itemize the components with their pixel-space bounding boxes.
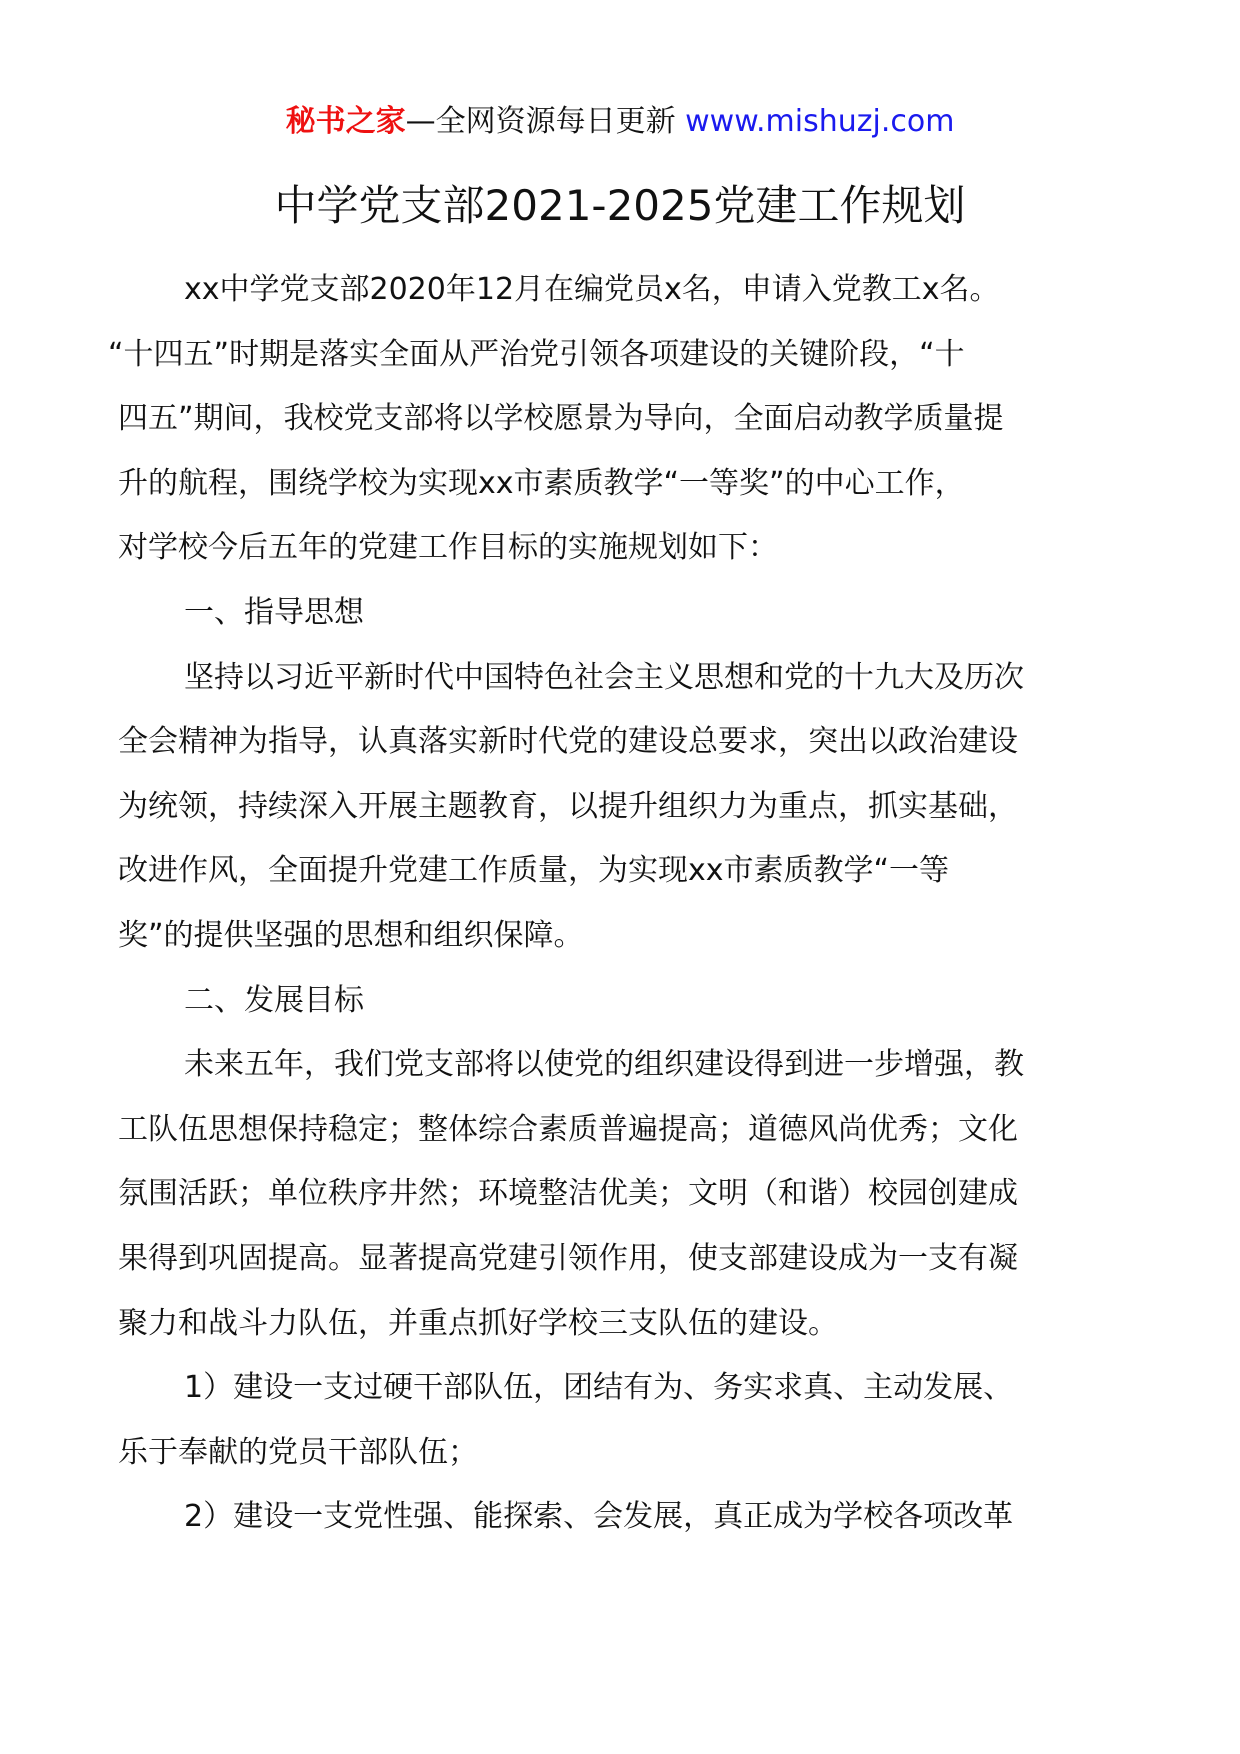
paragraph-line: 全会精神为指导，认真落实新时代党的建设总要求，突出以政治建设 xyxy=(118,724,1018,760)
paragraph-line: 乐于奉献的党员干部队伍； xyxy=(118,1434,478,1470)
document-body xyxy=(108,258,1130,1550)
paragraph-line: 未来五年，我们党支部将以使党的组织建设得到进一步增强，教 xyxy=(184,1047,1024,1083)
section-heading: 一、指导思想 xyxy=(184,594,364,630)
section-heading: 二、发展目标 xyxy=(184,982,364,1018)
paragraph-line: 四五”期间，我校党支部将以学校愿景为导向，全面启动教学质量提 xyxy=(118,401,1004,437)
document-title: 中学党支部2021-2025党建工作规划 xyxy=(274,181,966,230)
paragraph-line: 坚持以习近平新时代中国特色社会主义思想和党的十九大及历次 xyxy=(184,659,1024,695)
paragraph-line: 奖”的提供坚强的思想和组织保障。 xyxy=(118,917,584,953)
paragraph-line: 对学校今后五年的党建工作目标的实施规划如下： xyxy=(118,530,778,566)
site-banner xyxy=(0,100,1240,144)
paragraph-line: 聚力和战斗力队伍，并重点抓好学校三支队伍的建设。 xyxy=(118,1305,838,1341)
list-item: 1）建设一支过硬干部队伍，团结有为、务实求真、主动发展、 xyxy=(184,1370,1014,1406)
paragraph-line: 果得到巩固提高。显著提高党建引领作用，使支部建设成为一支有凝 xyxy=(118,1240,1018,1276)
site-url-link[interactable]: www.mishuzj.com xyxy=(685,104,955,139)
paragraph-line: xx中学党支部2020年12月在编党员x名，申请入党教工x名。 xyxy=(184,272,1000,307)
paragraph-line: 氛围活跃；单位秩序井然；环境整洁优美；文明（和谐）校园创建成 xyxy=(118,1176,1018,1212)
brand-name: 秘书之家 xyxy=(285,104,406,139)
paragraph-line: 升的航程，围绕学校为实现xx市素质教学“一等奖”的中心工作， xyxy=(118,465,965,501)
list-item: 2）建设一支党性强、能探索、会发展，真正成为学校各项改革 xyxy=(184,1499,1014,1535)
banner-tagline: —全网资源每日更新 xyxy=(405,104,686,139)
paragraph-line: 改进作风，全面提升党建工作质量，为实现xx市素质教学“一等 xyxy=(118,853,950,889)
paragraph-line: “十四五”时期是落实全面从严治党引领各项建设的关键阶段，“十 xyxy=(108,336,965,372)
paragraph-line: 工队伍思想保持稳定；整体综合素质普遍提高；道德风尚优秀；文化 xyxy=(118,1111,1018,1147)
paragraph-line: 为统领，持续深入开展主题教育，以提升组织力为重点，抓实基础， xyxy=(118,788,1018,824)
